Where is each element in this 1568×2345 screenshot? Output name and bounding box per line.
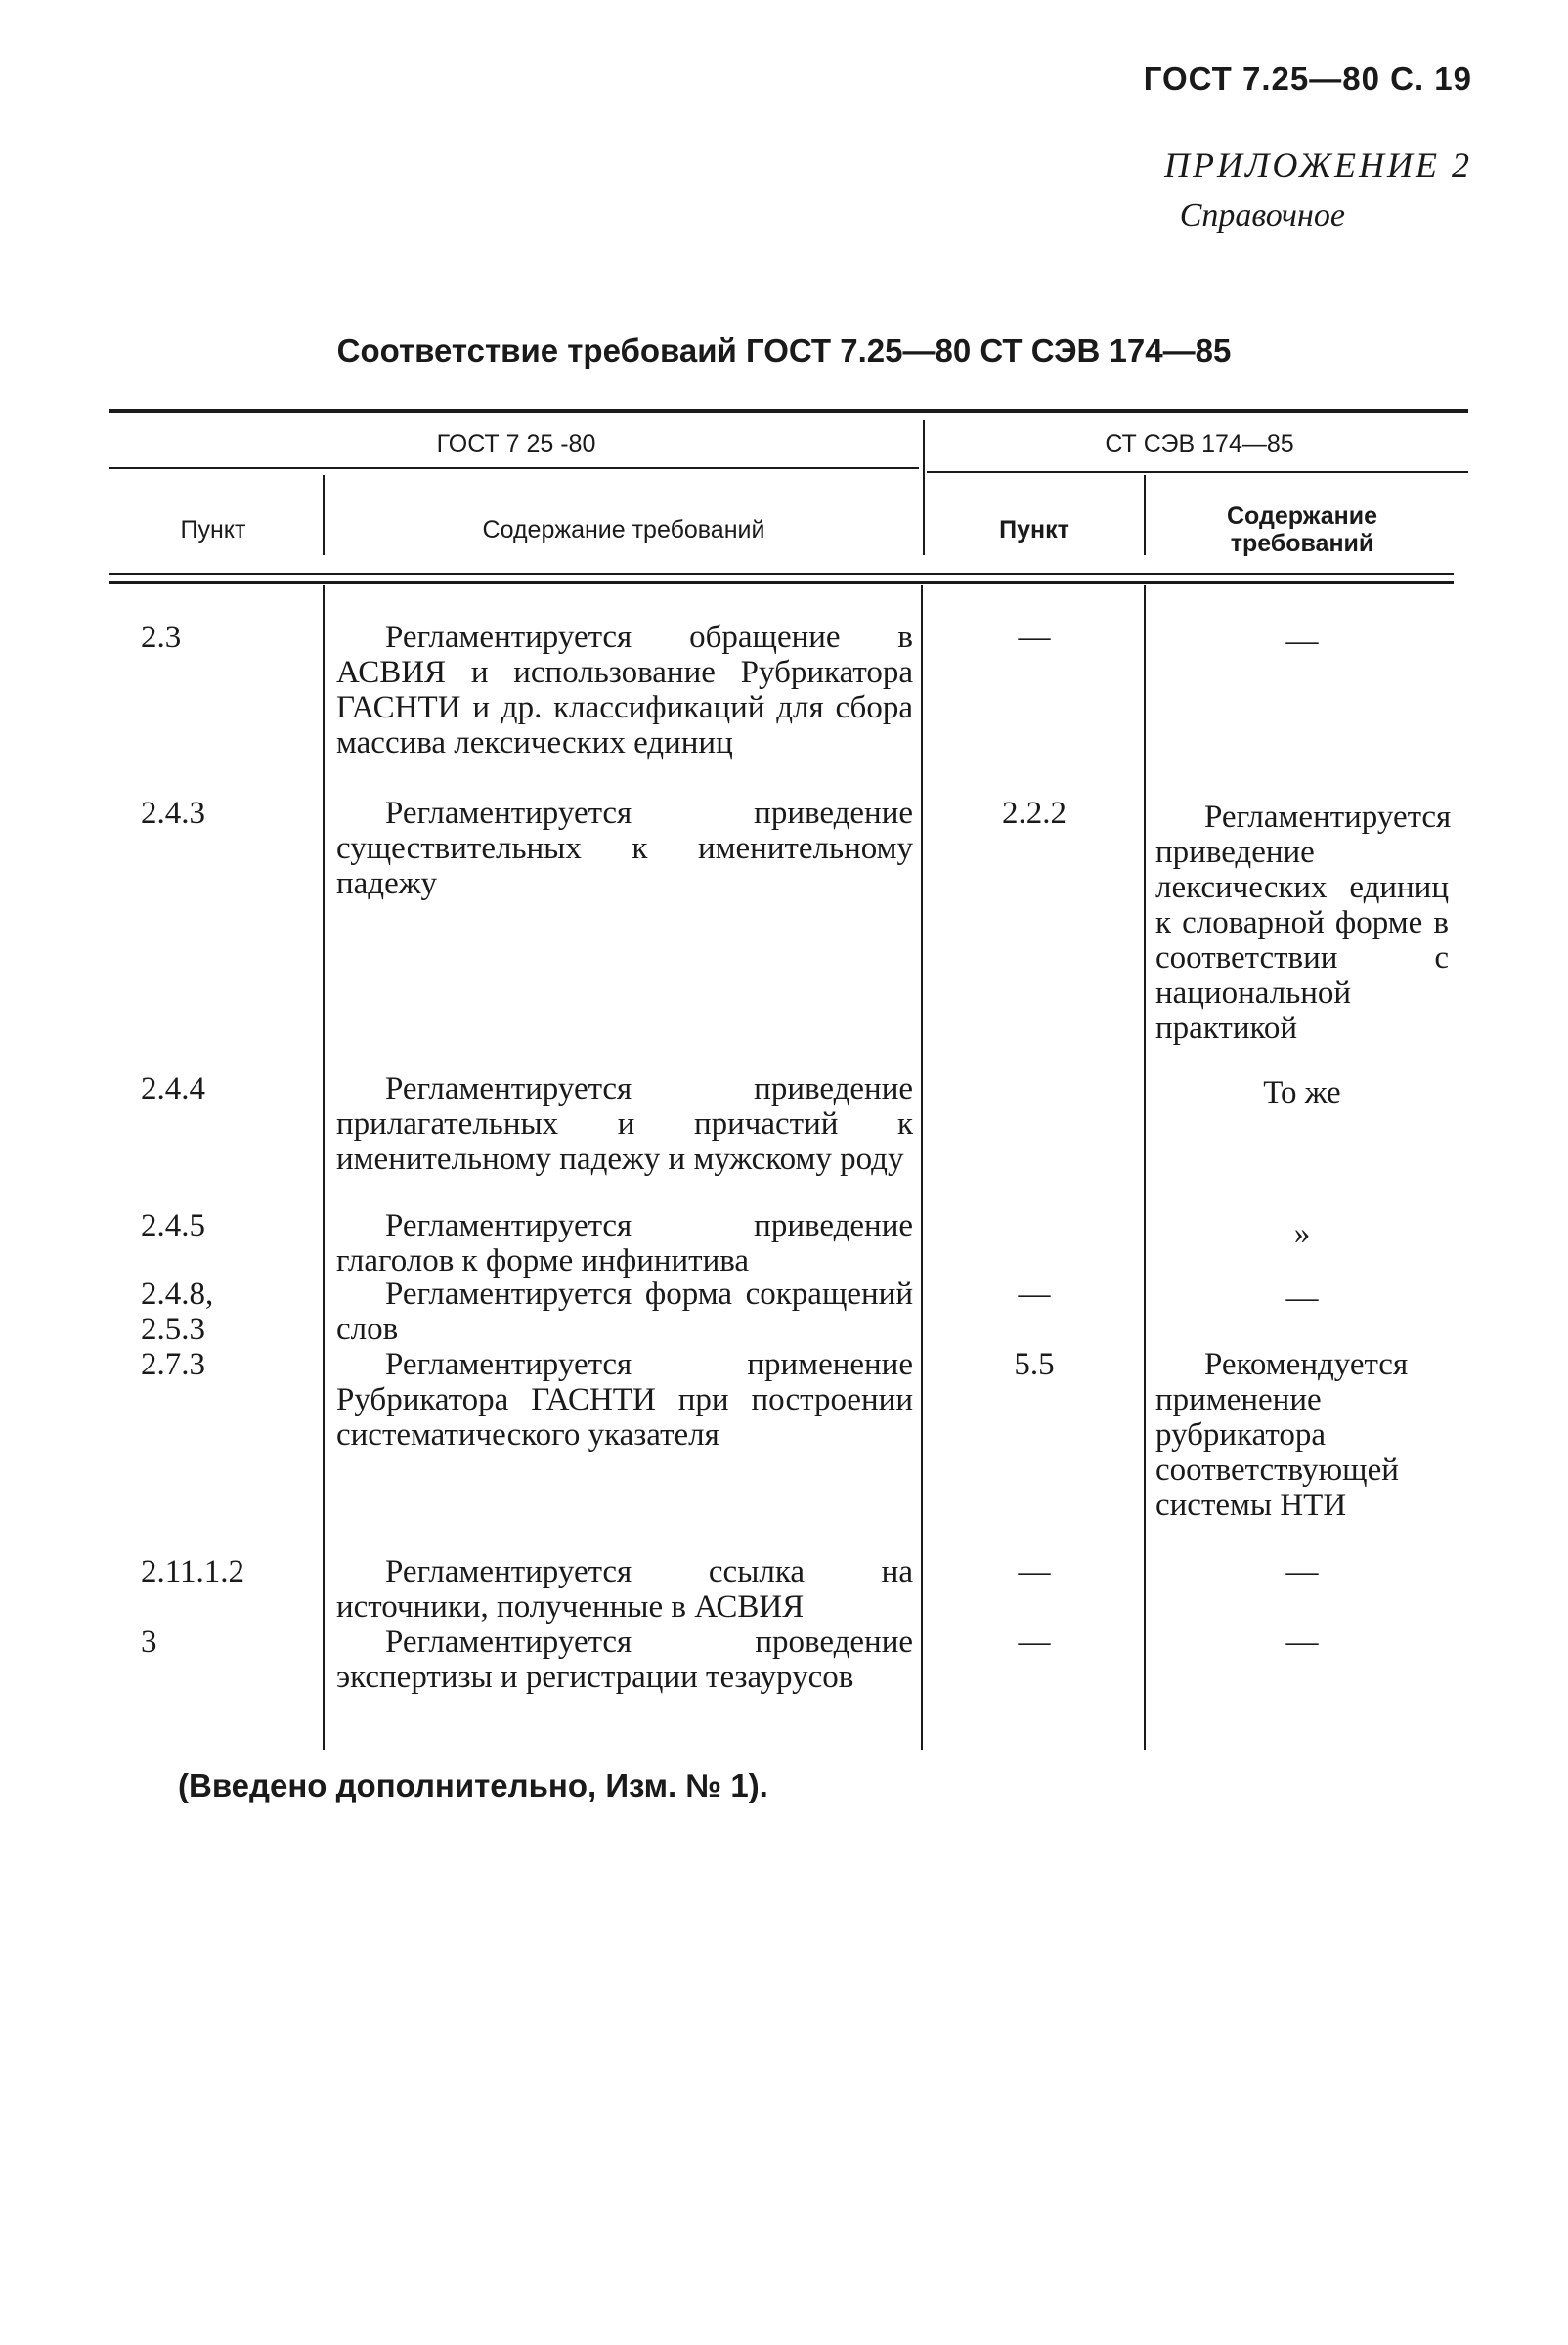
row-6-sev-text: Рекомендуется применение рубрикатора соответствующей системы НТИ — [1155, 1347, 1409, 1523]
table-top-rule — [109, 409, 1468, 413]
table-title-wrap — [0, 332, 1568, 369]
row-7-sev-item: — — [1018, 1554, 1051, 1589]
row-2-sev-text: Регламентируется приведение лексических единиц к словарной форме в соответствии с национальной практикой — [1155, 800, 1452, 1046]
appendix-type: Справочное — [1179, 197, 1345, 234]
page-reference: ГОСТ 7.25—80 С. 19 — [1143, 61, 1472, 97]
row-4-text: Регламентируется приведение глаголов к форме инфинитива — [336, 1208, 913, 1279]
row-6-sev-item: 5.5 — [1014, 1347, 1055, 1382]
body-divider-2 — [921, 585, 923, 1750]
col-header-item-sev: Пункт — [999, 516, 1069, 543]
group-rule-left — [109, 467, 919, 469]
row-2-item: 2.4.3 — [141, 796, 205, 831]
row-3-text: Регламентируется приведение прилагательных и причастий к именительному падежу и мужскому роду — [336, 1071, 913, 1177]
body-divider-1 — [323, 585, 325, 1750]
row-7-item: 2.11.1.2 — [141, 1554, 245, 1589]
row-7-text: Регламентируется ссылка на источники, полученные в АСВИЯ — [336, 1554, 913, 1625]
row-6-text: Регламентируется применение Рубрикатора ГАСНТИ при построении систематического указателя — [336, 1347, 913, 1453]
row-8-sev-text: — — [1285, 1625, 1319, 1660]
appendix-label: ПРИЛОЖЕНИЕ 2 — [1164, 146, 1472, 185]
row-1-sev-item: — — [1018, 620, 1051, 655]
col-header-content: Содержание требований — [482, 516, 765, 543]
row-8-text: Регламентируется проведение экспертизы и регистрации тезаурусов — [336, 1625, 913, 1695]
row-5-item: 2.4.8, 2.5.3 — [141, 1277, 214, 1347]
row-6-item: 2.7.3 — [141, 1347, 205, 1382]
correspondence-table — [109, 409, 1468, 1758]
row-4-sev-text: » — [1293, 1216, 1311, 1251]
row-5-sev-item: — — [1018, 1277, 1051, 1312]
row-3-sev-text: То же — [1263, 1075, 1341, 1110]
header-rule-2 — [109, 581, 1454, 584]
row-5-text: Регламентируется форма сокращений слов — [336, 1277, 913, 1347]
row-8-item: 3 — [141, 1625, 157, 1660]
row-8-sev-item: — — [1018, 1625, 1051, 1660]
group-header-gost: ГОСТ 7 25 -80 — [436, 430, 596, 457]
row-5-sev-text: — — [1285, 1281, 1319, 1316]
body-divider-3 — [1144, 585, 1146, 1750]
row-1-text: Регламентируется обращение в АСВИЯ и использование Рубрикатора ГАСНТИ и др. классификаций для сбора массива лексических единиц — [336, 620, 913, 760]
row-3-item: 2.4.4 — [141, 1071, 205, 1107]
row-1-sev-text: — — [1285, 624, 1319, 659]
group-header-sev: СТ СЭВ 174—85 — [1105, 430, 1294, 457]
table-title: Соответствие требоваий ГОСТ 7.25—80 СТ СЭВ 174—85 — [336, 332, 1232, 369]
header-rule-1 — [109, 573, 1454, 575]
amendment-note: (Введено дополнительно, Изм. № 1). — [178, 1767, 768, 1803]
col-header-content-sev: Содержание требований — [1226, 502, 1378, 557]
row-1-item: 2.3 — [141, 620, 182, 655]
row-4-item: 2.4.5 — [141, 1208, 205, 1243]
col-divider-3 — [1144, 475, 1146, 555]
group-rule-right — [927, 471, 1468, 473]
col-header-item: Пункт — [180, 516, 246, 543]
row-2-sev-item: 2.2.2 — [1002, 796, 1067, 831]
row-2-text: Регламентируется приведение существительных к именительному падежу — [336, 796, 913, 901]
row-7-sev-text: — — [1285, 1554, 1319, 1589]
